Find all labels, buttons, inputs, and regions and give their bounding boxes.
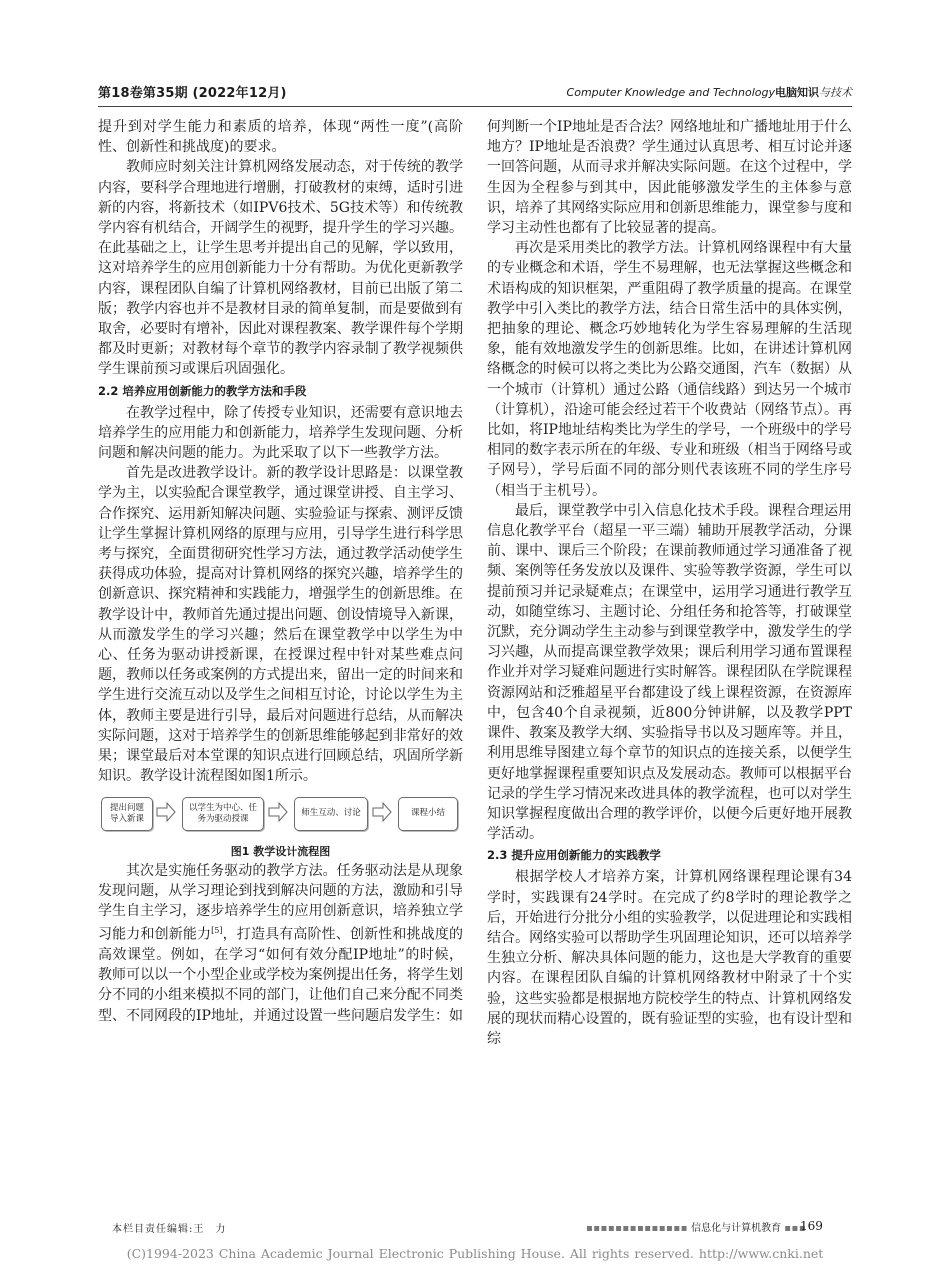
footer-dots: ▪▪▪▪▪▪▪▪▪▪▪▪▪▪ xyxy=(586,1223,688,1234)
flow-step-1-label: 提出问题 导入新课 xyxy=(109,802,144,824)
flow-step-4 xyxy=(398,797,458,831)
column-editor: 本栏目责任编辑:王 力 xyxy=(112,1224,227,1235)
paragraph: 首先是改进教学设计。新的教学设计思路是：以课堂教学为主，以实验配合课堂教学，通过课堂讲授、自主学习、合作探究、运用新知解决问题、实验验证与探索、测评反馈让学生掌握计算机网络的原理与应用，引导学生进行科学思考与探究，全面贯彻研究性学习方法，通过教学活动使学生获得成功体验，提高对计算机网络的探究兴趣，培养学生的创新意识、探究精神和实践能力，增强学生的创新思维。在教学设计中，教师首先通过提出问题、创设情境导入新课，从而激发学生的学习兴趣；然后在课堂教学中以学生为中心、任务为驱动讲授新课，在授课过程中针对某些难点问题，教师以任务或案例的方式提出来，留出一定的时间来和学生进行交流互动以及学生之间相互讨论，讨论以学生为主体，教师主要是进行引导，最后对问题进行总结，从而解决实际问题，这对于培养学生的创新思维能够起到非常好的效果；课堂最后对本堂课的知识点进行回顾总结，巩固所学新知识。教学设计流程图如图1所示。 xyxy=(98,465,463,785)
journal-name-en: Computer Knowledge and Technology xyxy=(566,86,775,99)
right-column xyxy=(487,117,852,1049)
journal-name xyxy=(567,84,852,100)
header-rule xyxy=(98,106,852,107)
figure-caption: 图1 教学设计流程图 xyxy=(230,844,331,858)
issue-info: 第18卷第35期 (2022年12月) xyxy=(98,86,287,101)
flowchart-figure xyxy=(98,793,463,843)
flow-step-3-label: 师生互动、讨论 xyxy=(301,808,361,818)
right-arrow-icon xyxy=(372,802,392,822)
journal-name-cn-tail: 与技术 xyxy=(819,86,852,99)
paragraph xyxy=(98,861,463,1026)
paragraph: 在教学过程中，除了传授专业知识，还需要有意识地去培养学生的应用能力和创新能力，培养学生发现问题、分析问题和解决问题的能力。为此采取了以下一些教学方法。 xyxy=(98,404,463,462)
paragraph: 提升到对学生能力和素质的培养，体现“两性一度”(高阶性、创新性和挑战度)的要求。 xyxy=(98,119,463,156)
flow-step-2-label: 以学生为中心、任 务为驱动授课 xyxy=(188,802,257,824)
footer-section xyxy=(586,1219,806,1234)
paragraph: 根据学校人才培养方案，计算机网络课程理论课有34学时，实践课有24学时。在完成了约8学时的理论教学之后，开始进行分批分小组的实验教学，以促进理论和实践相结合。网络实验可以帮助学生巩固理论知识，还可以培养学生独立分析、解决具体问题的能力，这也是大学教育的重要内容。在课程团队自编的计算机网络教材中附录了十个实验，这些实验都是根据地方院校学生的特点、计算机网络发展的现状而精心设置的，既有验证型的实验，也有设计型和综 xyxy=(487,869,852,1047)
paragraph: 最后，课堂教学中引入信息化技术手段。课程合理运用信息化教学平台（超星一平三端）辅助开展教学活动，分课前、课中、课后三个阶段；在课前教师通过学习通准备了视频、案例等任务发放以及课件、实验等教学资源，学生可以提前预习并记录疑难点；在课堂中，运用学习通进行教学互动，如随堂练习、主题讨论、分组任务和抢答等，打破课堂沉默，充分调动学生主动参与到课堂教学中，激发学生的学习兴趣，从而提高课堂教学效果；课后利用学习通布置课程作业并对学习疑难问题进行实时解答。课程团队在学院课程资源网站和泛雅超星平台都建设了线上课程资源，在资源库中，包含40个自录视频，近800分钟讲解，以及教学PPT课件、教案及教学大纲、实验指导书以及习题库等。并且，利用思维导图建立每个章节的知识点的连接关系，以便学生更好地掌握课程重要知识点及发展动态。教师可以根据平台记录的学生学习情况来改进具体的教学流程，也可以对学生知识掌握程度做出合理的教学评价，以便今后更好地开展教学活动。 xyxy=(487,502,852,843)
paragraph-text: 其次是实施任务驱动的教学方法。任务驱动法是从现象发现问题，从学习理论到找到解决问题的方法，激励和引导学生自主学习，逐步培养学生的应用创新意识，培养独立学习能力和创新能力 xyxy=(98,862,463,943)
paragraph: 教师应时刻关注计算机网络发展动态，对于传统的教学内容，要科学合理地进行增删，打破教材的束缚，适时引进新的内容，将新技术（如IPV6技术、5G技术等）和传统教学内容有机结合，开阔学生的视野，提升学生的学习兴趣。在此基础之上，让学生思考并提出自己的见解，学以致用，这对培养学生的应用创新能力十分有帮助。为优化更新教学内容，课程团队自编了计算机网络教材，目前已出版了第二版；教学内容也并不是教材目录的简单复制，而是要做到有取舍，必要时有增补，因此对课程教案、教学课件每个学期都及时更新；对教材每个章节的教学内容录制了教学视频供学生课前预习或课后巩固强化。 xyxy=(98,159,463,378)
section-heading-2-2: 2.2 培养应用创新能力的教学方法和手段 xyxy=(98,383,307,398)
journal-name-cn: 电脑知识 xyxy=(775,86,819,99)
right-arrow-icon xyxy=(268,802,288,822)
flow-step-2 xyxy=(182,797,264,831)
flow-step-1 xyxy=(101,797,153,831)
footer-dots: ▪▪▪ xyxy=(784,1223,807,1234)
paragraph-text: ，打造具有高阶性、创新性和挑战度的高效课堂。例如，在学习“如何有效分配IP地址”的时候，教师可以以一个小型企业或学校为案例提出任务，将学生划分不同的小组来模拟不同的部门，让他们自己来分配不同类型、不同网段的IP地址，并通过设置一些问题启发学生：如 xyxy=(98,926,464,1024)
paragraph: 何判断一个IP地址是否合法？网络地址和广播地址用于什么地方？IP地址是否浪费？学生通过认真思考、相互讨论并逐一回答问题，从而寻求并解决实际问题。在这个过程中，学生因为全程参与到其中，因此能够激发学生的主体参与意识，培养了其网络实际应用和创新思维能力，课堂参与度和学习主动性也都有了比较显著的提高。 xyxy=(487,119,852,237)
left-column xyxy=(98,117,463,1026)
flow-step-4-label: 课程小结 xyxy=(410,808,445,818)
paragraph: 再次是采用类比的教学方法。计算机网络课程中有大量的专业概念和术语，学生不易理解，也无法掌握这些概念和术语构成的知识框架，严重阻碍了教学质量的提高。在课堂教学中引入类比的教学方法，结合日常生活中的具体实例，把抽象的理论、概念巧妙地转化为学生容易理解的生活现象，能有效地激发学生的创新思维。比如，在讲述计算机网络概念的时候可以将之类比为公路交通图，汽车（数据）从一个城市（计算机）通过公路（通信线路）到达另一个城市（计算机），沿途可能会经过若干个收费站（网络节点）。再比如，将IP地址结构类比为学生的学号，一个班级中的学号相同的数字表示所在的年级、专业和班级（相当于网络号或子网号），学号后面不同的部分则代表该班不同的学生序号（相当于主机号）。 xyxy=(487,240,852,499)
flow-step-3 xyxy=(294,797,368,831)
section-heading-2-3: 2.3 提升应用创新能力的实践教学 xyxy=(487,848,661,863)
right-arrow-icon xyxy=(156,802,176,822)
citation-ref: [5] xyxy=(211,926,223,936)
footer-section-name: 信息化与计算机教育 xyxy=(691,1223,782,1234)
page-number: 169 xyxy=(800,1219,823,1233)
copyright-notice: (C)1994-2023 China Academic Journal Electronic Publishing House. All rights reserved. http://www.cnki.net xyxy=(126,1246,824,1261)
